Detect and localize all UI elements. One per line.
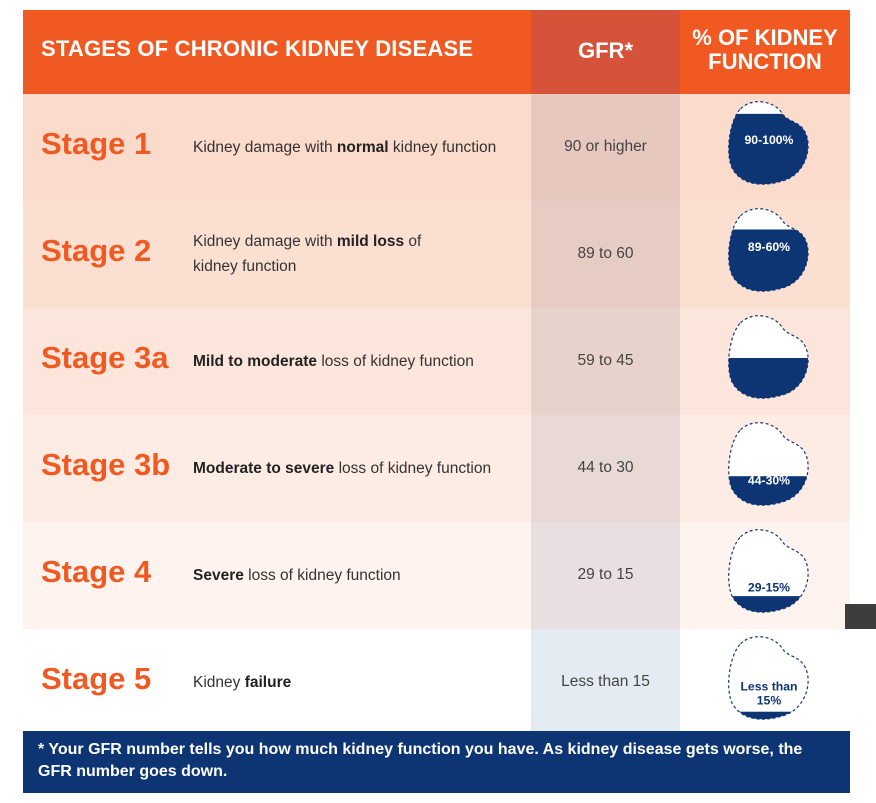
stage-label: Stage 1 — [41, 126, 152, 161]
kidney-function-header-line1: % OF KIDNEY — [692, 25, 838, 50]
table-row — [23, 522, 850, 629]
kidney-percent-label: 59-45% — [747, 347, 791, 361]
description-emphasis: Moderate to severe — [193, 460, 335, 477]
description-text: loss of kidney function — [243, 567, 401, 584]
table-row — [23, 94, 850, 201]
kidney-percent-label-line2: 15% — [756, 693, 782, 708]
description-text: loss of kidney function — [317, 353, 474, 370]
stage-label: Stage 2 — [41, 233, 152, 268]
kidney-percent-label: Less than — [740, 679, 798, 694]
stage-label: Stage 3a — [41, 340, 169, 375]
kidney-percent-label: 90-100% — [744, 133, 794, 147]
side-tab[interactable] — [845, 604, 876, 629]
gfr-footnote — [23, 731, 850, 793]
stage-description — [193, 670, 523, 695]
description-text: Kidney damage with — [193, 233, 337, 250]
kidney-fill-level — [723, 114, 813, 187]
table-title: STAGES OF CHRONIC KIDNEY DISEASE — [41, 36, 474, 61]
description-text: kidney function — [388, 139, 497, 156]
kidney-icon — [723, 206, 813, 296]
gfr-value: Less than 15 — [561, 673, 650, 690]
description-emphasis: failure — [244, 674, 292, 691]
description-text: Kidney damage with — [193, 139, 337, 156]
gfr-cell — [531, 415, 680, 522]
stage-description — [193, 456, 523, 481]
stage-label: Stage 4 — [41, 554, 152, 589]
kidney-fill-level — [723, 712, 813, 722]
kidney-fill-level — [723, 358, 813, 401]
description-emphasis: normal — [336, 139, 389, 156]
table-header — [23, 10, 850, 94]
stage-description — [193, 229, 438, 279]
kidney-icon — [723, 99, 813, 189]
description-text: loss of kidney function — [334, 460, 492, 477]
description-text: of kidney function — [193, 233, 422, 275]
stage-description — [193, 563, 523, 588]
gfr-header-label: GFR* — [578, 38, 633, 63]
kidney-icon — [723, 420, 813, 510]
kidney-percent-label: 29-15% — [747, 580, 791, 595]
description-text: Kidney — [193, 674, 245, 691]
gfr-cell — [531, 308, 680, 415]
gfr-cell — [531, 629, 680, 736]
gfr-cell — [531, 94, 680, 201]
gfr-value: 29 to 15 — [577, 566, 634, 583]
kidney-icon — [723, 634, 813, 724]
description-emphasis: mild loss — [336, 233, 405, 250]
stage-description — [193, 135, 523, 160]
stage-description — [193, 349, 523, 374]
gfr-value: 89 to 60 — [577, 245, 634, 262]
kidney-icon — [723, 313, 813, 403]
kidney-function-header — [680, 26, 850, 74]
gfr-value: 90 or higher — [564, 138, 647, 155]
kidney-icon — [723, 527, 813, 617]
footnote-text: * Your GFR number tells you how much kidney function you have. As kidney disease gets worse, the GFR number goes down. — [38, 741, 803, 780]
table-row — [23, 629, 850, 736]
kidney-function-header-line2: FUNCTION — [708, 49, 822, 74]
stage-label: Stage 5 — [41, 661, 152, 696]
gfr-value: 44 to 30 — [577, 459, 634, 476]
gfr-cell — [531, 201, 680, 308]
description-emphasis: Mild to moderate — [193, 353, 318, 370]
gfr-cell — [531, 522, 680, 629]
gfr-value: 59 to 45 — [577, 352, 634, 369]
kidney-percent-label: 89-60% — [747, 240, 791, 254]
table-row — [23, 201, 850, 308]
gfr-column-header — [531, 10, 680, 94]
table-row — [23, 308, 850, 415]
description-emphasis: Severe — [193, 567, 244, 584]
kidney-percent-label: 44-30% — [747, 473, 791, 488]
stage-label: Stage 3b — [41, 447, 171, 482]
table-row — [23, 415, 850, 522]
